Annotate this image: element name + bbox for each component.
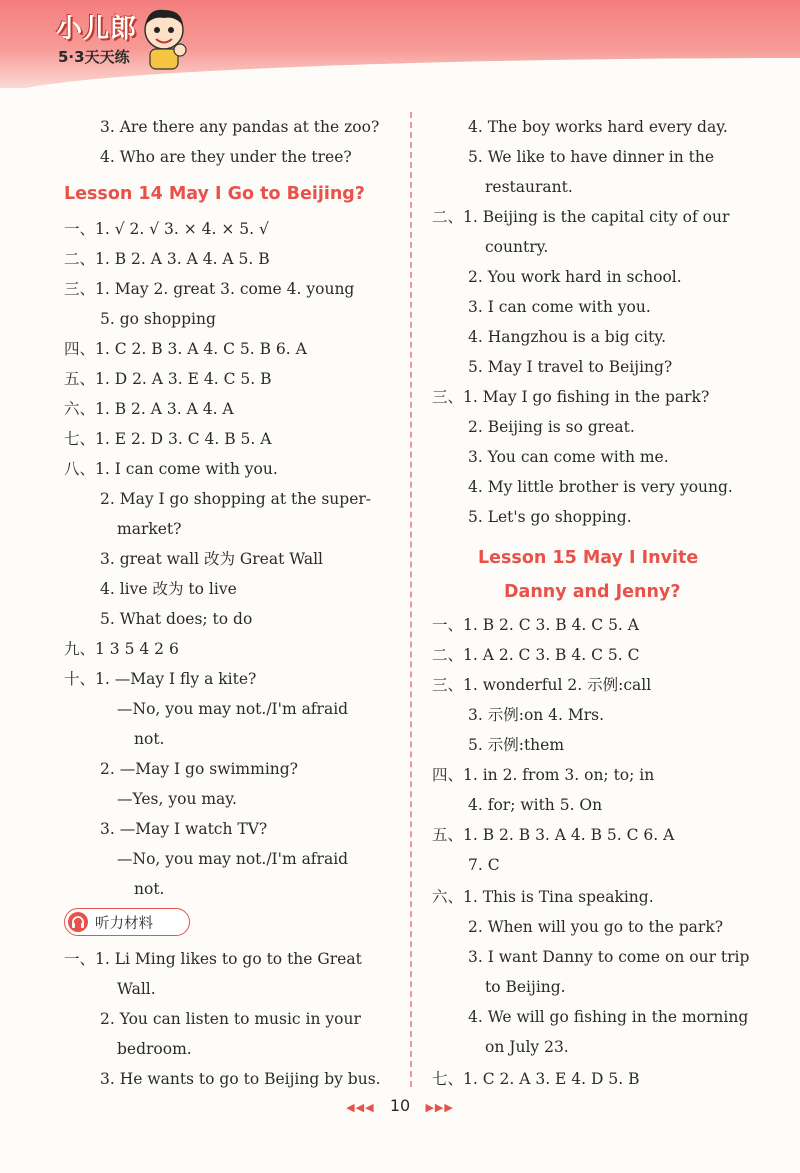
answer-line: on July 23.	[485, 1038, 569, 1056]
answer-line: bedroom.	[117, 1040, 192, 1058]
answer-line: 3. 示例:on 4. Mrs.	[468, 706, 605, 724]
answer-line: 4. My little brother is very young.	[468, 478, 733, 496]
answer-line: 3. I can come with you.	[468, 298, 651, 316]
answer-line: 八、1. I can come with you.	[64, 460, 278, 478]
answer-line: 三、1. May 2. great 3. come 4. young	[64, 280, 355, 298]
answer-line: 二、1. A 2. C 3. B 4. C 5. C	[432, 646, 640, 664]
answer-line: 三、1. May I go fishing in the park?	[432, 388, 710, 406]
page-number: 10	[389, 1096, 411, 1115]
lesson-15-title-line2: Danny and Jenny?	[504, 582, 681, 602]
answer-line: 七、1. E 2. D 3. C 4. B 5. A	[64, 430, 272, 448]
arrows-left-icon: ◀◀◀	[346, 1101, 375, 1114]
answer-line: to Beijing.	[485, 978, 566, 996]
arrows-right-icon: ▶▶▶	[425, 1101, 454, 1114]
answer-line: 3. You can come with me.	[468, 448, 669, 466]
answer-line: 2. You can listen to music in your	[100, 1010, 361, 1028]
answer-line: 2. When will you go to the park?	[468, 918, 724, 936]
logo-title: 小儿郎	[56, 14, 138, 44]
answer-line: 4. Who are they under the tree?	[100, 148, 352, 166]
logo-subtitle: 5·3天天练	[58, 48, 130, 66]
answer-line: —No, you may not./I'm afraid	[117, 700, 349, 718]
answer-line: 7. C	[468, 856, 500, 874]
answer-line: 3. great wall 改为 Great Wall	[100, 550, 323, 568]
answer-line: 九、1 3 5 4 2 6	[64, 640, 179, 658]
answer-line: 2. You work hard in school.	[468, 268, 682, 286]
answer-line: 5. May I travel to Beijing?	[468, 358, 673, 376]
answer-line: 2. Beijing is so great.	[468, 418, 635, 436]
answer-line: 4. for; with 5. On	[468, 796, 603, 814]
answer-line: 三、1. wonderful 2. 示例:call	[432, 676, 652, 694]
answer-line: 3. I want Danny to come on our trip	[468, 948, 750, 966]
answer-line: 5. go shopping	[100, 310, 216, 328]
answer-line: 5. We like to have dinner in the	[468, 148, 715, 166]
listening-material-label: 听力材料	[95, 916, 153, 932]
mascot-icon	[138, 6, 190, 72]
answer-line: not.	[134, 880, 165, 898]
answer-line: 二、1. B 2. A 3. A 4. A 5. B	[64, 250, 270, 268]
answer-line: 四、1. C 2. B 3. A 4. C 5. B 6. A	[64, 340, 307, 358]
answer-line: 六、1. B 2. A 3. A 4. A	[64, 400, 234, 418]
answer-line: not.	[134, 730, 165, 748]
answer-line: 十、1. —May I fly a kite?	[64, 670, 257, 688]
answer-line: 一、1. Li Ming likes to go to the Great	[64, 950, 362, 968]
answer-line: 一、1. √ 2. √ 3. × 4. × 5. √	[64, 220, 269, 238]
page-footer	[0, 1096, 800, 1115]
answer-line: 五、1. B 2. B 3. A 4. B 5. C 6. A	[432, 826, 675, 844]
answer-line: 4. Hangzhou is a big city.	[468, 328, 666, 346]
answer-line: 2. May I go shopping at the super-	[100, 490, 372, 508]
answer-line: 2. —May I go swimming?	[100, 760, 298, 778]
answer-line: 一、1. B 2. C 3. B 4. C 5. A	[432, 616, 639, 634]
answer-line: 4. We will go fishing in the morning	[468, 1008, 749, 1026]
answer-line: —No, you may not./I'm afraid	[117, 850, 349, 868]
answer-line: 3. —May I watch TV?	[100, 820, 268, 838]
column-divider	[410, 112, 412, 1087]
lesson-14-title: Lesson 14 May I Go to Beijing?	[64, 184, 365, 204]
listening-material-tag	[64, 908, 190, 936]
answer-line: Wall.	[117, 980, 156, 998]
answer-line: country.	[485, 238, 549, 256]
headphones-icon	[68, 912, 88, 932]
answer-line: 七、1. C 2. A 3. E 4. D 5. B	[432, 1070, 640, 1088]
answer-line: 5. Let's go shopping.	[468, 508, 632, 526]
answer-line: 4. The boy works hard every day.	[468, 118, 728, 136]
page-header	[0, 0, 800, 88]
answer-line: 5. 示例:them	[468, 736, 565, 754]
answer-line: 二、1. Beijing is the capital city of our	[432, 208, 730, 226]
answer-line: 五、1. D 2. A 3. E 4. C 5. B	[64, 370, 272, 388]
answer-line: 5. What does; to do	[100, 610, 253, 628]
answer-line: 4. live 改为 to live	[100, 580, 237, 598]
lesson-15-title: Lesson 15 May I Invite	[478, 548, 699, 568]
answer-line: 3. He wants to go to Beijing by bus.	[100, 1070, 381, 1088]
answer-line: —Yes, you may.	[117, 790, 237, 808]
answer-line: 3. Are there any pandas at the zoo?	[100, 118, 380, 136]
answer-line: restaurant.	[485, 178, 573, 196]
answer-line: market?	[117, 520, 182, 538]
answer-line: 四、1. in 2. from 3. on; to; in	[432, 766, 655, 784]
answer-line: 六、1. This is Tina speaking.	[432, 888, 654, 906]
